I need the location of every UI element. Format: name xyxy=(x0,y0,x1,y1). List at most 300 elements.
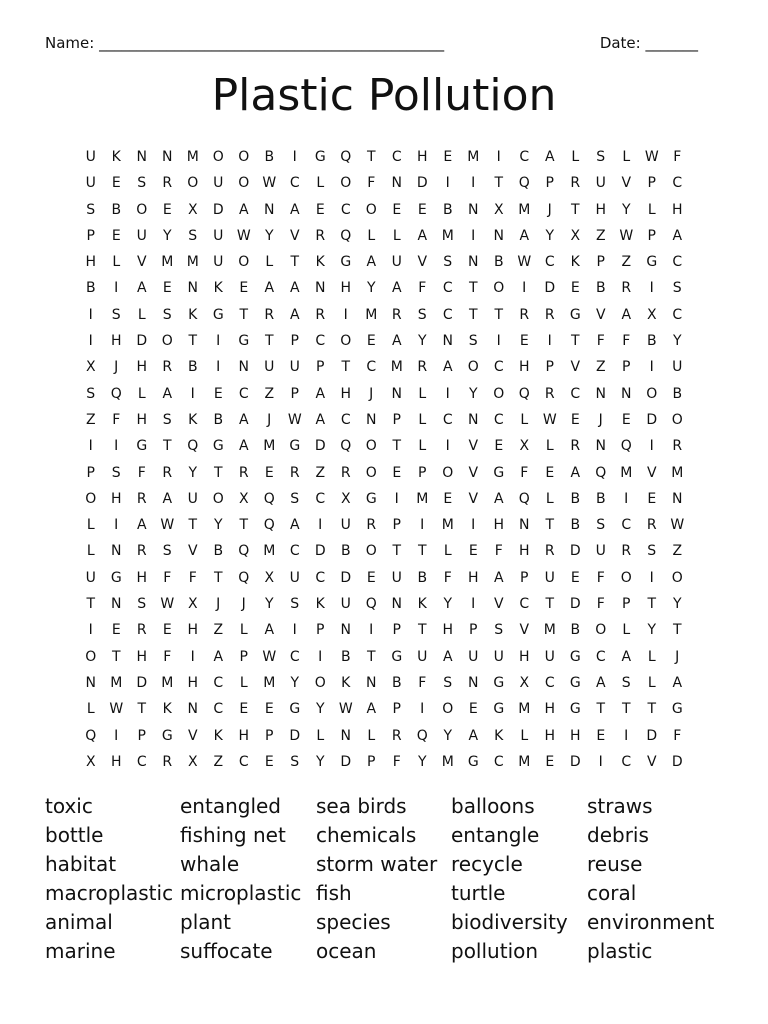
grid-letter[interactable]: J xyxy=(369,385,374,402)
grid-letter[interactable]: O xyxy=(365,201,377,218)
grid-letter[interactable]: O xyxy=(136,201,148,218)
grid-letter[interactable]: B xyxy=(570,517,581,534)
grid-letter[interactable]: A xyxy=(264,280,275,297)
grid-letter[interactable]: I xyxy=(649,280,654,297)
grid-letter[interactable]: D xyxy=(136,674,148,691)
grid-letter[interactable]: U xyxy=(391,569,402,586)
grid-letter[interactable]: G xyxy=(314,149,326,165)
grid-letter[interactable]: E xyxy=(621,411,631,428)
grid-letter[interactable]: X xyxy=(519,674,530,691)
grid-letter[interactable]: P xyxy=(290,385,299,402)
grid-letter[interactable]: N xyxy=(366,411,377,428)
grid-letter[interactable]: X xyxy=(187,201,198,218)
grid-letter[interactable]: T xyxy=(494,175,504,192)
grid-letter[interactable]: G xyxy=(493,674,505,691)
grid-letter[interactable]: F xyxy=(163,648,172,665)
grid-letter[interactable]: W xyxy=(262,175,277,192)
grid-letter[interactable]: I xyxy=(114,280,119,297)
grid-letter[interactable]: S xyxy=(86,385,96,402)
grid-letter[interactable]: P xyxy=(622,359,631,376)
grid-letter[interactable]: U xyxy=(213,254,224,271)
grid-letter[interactable]: I xyxy=(598,753,603,770)
grid-letter[interactable]: N xyxy=(468,254,479,271)
grid-letter[interactable]: P xyxy=(520,569,529,586)
grid-letter[interactable]: L xyxy=(418,385,427,402)
grid-letter[interactable]: R xyxy=(162,175,173,192)
grid-letter[interactable]: K xyxy=(341,674,351,691)
grid-letter[interactable]: H xyxy=(136,359,148,376)
grid-letter[interactable]: F xyxy=(367,175,376,192)
grid-letter[interactable]: I xyxy=(445,438,450,455)
grid-letter[interactable]: N xyxy=(468,674,479,691)
grid-letter[interactable]: S xyxy=(86,201,96,218)
grid-letter[interactable]: E xyxy=(162,201,172,218)
grid-letter[interactable]: M xyxy=(543,622,556,639)
grid-letter[interactable]: Y xyxy=(468,385,478,402)
grid-letter[interactable]: D xyxy=(671,753,683,770)
grid-letter[interactable]: Y xyxy=(264,227,274,244)
grid-letter[interactable]: Q xyxy=(238,569,250,586)
grid-letter[interactable]: I xyxy=(292,149,297,165)
grid-letter[interactable]: W xyxy=(287,411,302,428)
grid-letter[interactable]: A xyxy=(264,622,275,639)
grid-letter[interactable]: A xyxy=(315,385,326,402)
grid-letter[interactable]: H xyxy=(544,727,556,744)
grid-letter[interactable]: F xyxy=(673,727,682,744)
grid-letter[interactable]: M xyxy=(365,306,378,323)
grid-letter[interactable]: C xyxy=(493,411,504,428)
grid-letter[interactable]: P xyxy=(316,359,325,376)
grid-letter[interactable]: L xyxy=(86,701,95,718)
grid-letter[interactable]: N xyxy=(493,227,504,244)
grid-letter[interactable]: R xyxy=(162,753,173,770)
grid-letter[interactable]: D xyxy=(314,438,326,455)
grid-letter[interactable]: Q xyxy=(340,227,352,244)
grid-letter[interactable]: E xyxy=(239,280,249,297)
grid-letter[interactable]: S xyxy=(162,543,172,560)
grid-letter[interactable]: A xyxy=(442,648,453,665)
grid-letter[interactable]: U xyxy=(340,517,351,534)
grid-letter[interactable]: X xyxy=(238,490,249,507)
grid-letter[interactable]: A xyxy=(468,727,479,744)
grid-letter[interactable]: W xyxy=(236,227,251,244)
grid-letter[interactable]: I xyxy=(445,175,450,192)
grid-letter[interactable]: A xyxy=(162,385,173,402)
grid-letter[interactable]: N xyxy=(187,701,198,718)
grid-letter[interactable]: I xyxy=(114,438,119,455)
grid-letter[interactable]: T xyxy=(417,622,427,639)
grid-letter[interactable]: G xyxy=(212,306,224,323)
grid-letter[interactable]: C xyxy=(519,596,530,613)
grid-letter[interactable]: E xyxy=(570,411,580,428)
grid-letter[interactable]: I xyxy=(471,596,476,613)
grid-letter[interactable]: I xyxy=(624,727,629,744)
grid-letter[interactable]: P xyxy=(596,254,605,271)
grid-letter[interactable]: C xyxy=(544,254,555,271)
grid-letter[interactable]: C xyxy=(213,701,224,718)
grid-letter[interactable]: A xyxy=(544,149,555,165)
grid-letter[interactable]: G xyxy=(212,438,224,455)
grid-letter[interactable]: N xyxy=(315,280,326,297)
grid-letter[interactable]: E xyxy=(111,175,121,192)
grid-letter[interactable]: R xyxy=(315,227,326,244)
grid-letter[interactable]: L xyxy=(112,254,121,271)
grid-letter[interactable]: Z xyxy=(213,622,224,639)
grid-letter[interactable]: C xyxy=(442,280,453,297)
grid-letter[interactable]: S xyxy=(468,333,478,350)
grid-letter[interactable]: E xyxy=(264,753,274,770)
grid-letter[interactable]: T xyxy=(213,569,223,586)
grid-letter[interactable]: D xyxy=(569,596,581,613)
grid-letter[interactable]: E xyxy=(570,280,580,297)
grid-letter[interactable]: T xyxy=(188,517,198,534)
grid-letter[interactable]: H xyxy=(671,201,683,218)
grid-letter[interactable]: D xyxy=(340,569,352,586)
grid-letter[interactable]: F xyxy=(673,149,682,165)
grid-letter[interactable]: E xyxy=(213,385,223,402)
grid-letter[interactable]: M xyxy=(441,517,454,534)
grid-letter[interactable]: O xyxy=(340,175,352,192)
grid-letter[interactable]: E xyxy=(366,333,376,350)
grid-letter[interactable]: E xyxy=(264,464,274,481)
grid-letter[interactable]: J xyxy=(241,596,246,613)
grid-letter[interactable]: P xyxy=(647,175,656,192)
grid-letter[interactable]: I xyxy=(343,306,348,323)
grid-letter[interactable]: I xyxy=(216,333,221,350)
grid-letter[interactable]: J xyxy=(267,411,272,428)
grid-letter[interactable]: K xyxy=(188,306,198,323)
grid-letter[interactable]: I xyxy=(471,175,476,192)
grid-letter[interactable]: L xyxy=(367,727,376,744)
grid-letter[interactable]: I xyxy=(624,490,629,507)
grid-letter[interactable]: T xyxy=(570,333,580,350)
grid-letter[interactable]: E xyxy=(315,201,325,218)
grid-letter[interactable]: Q xyxy=(263,517,275,534)
grid-letter[interactable]: H xyxy=(187,674,199,691)
grid-letter[interactable]: P xyxy=(392,517,401,534)
grid-letter[interactable]: K xyxy=(213,727,223,744)
grid-letter[interactable]: Q xyxy=(518,385,530,402)
grid-letter[interactable]: X xyxy=(519,438,530,455)
grid-letter[interactable]: U xyxy=(85,569,96,586)
grid-letter[interactable]: A xyxy=(391,333,402,350)
grid-letter[interactable]: I xyxy=(420,517,425,534)
grid-letter[interactable]: T xyxy=(621,701,631,718)
grid-letter[interactable]: R xyxy=(136,490,147,507)
grid-letter[interactable]: G xyxy=(238,333,250,350)
grid-letter[interactable]: C xyxy=(391,149,402,165)
grid-letter[interactable]: I xyxy=(369,622,374,639)
grid-letter[interactable]: Q xyxy=(187,438,199,455)
grid-letter[interactable]: N xyxy=(366,674,377,691)
grid-letter[interactable]: V xyxy=(646,464,657,481)
grid-letter[interactable]: Z xyxy=(621,254,632,271)
grid-letter[interactable]: M xyxy=(441,753,454,770)
grid-letter[interactable]: D xyxy=(416,175,428,192)
grid-letter[interactable]: M xyxy=(518,201,531,218)
grid-letter[interactable]: O xyxy=(212,490,224,507)
grid-letter[interactable]: N xyxy=(187,280,198,297)
grid-letter[interactable]: V xyxy=(289,227,300,244)
grid-letter[interactable]: S xyxy=(137,175,147,192)
grid-letter[interactable]: H xyxy=(340,385,352,402)
grid-letter[interactable]: A xyxy=(519,227,530,244)
grid-letter[interactable]: F xyxy=(418,674,427,691)
grid-letter[interactable]: L xyxy=(418,438,427,455)
grid-letter[interactable]: A xyxy=(162,490,173,507)
grid-letter[interactable]: W xyxy=(109,701,124,718)
grid-letter[interactable]: G xyxy=(340,254,352,271)
grid-letter[interactable]: A xyxy=(136,517,147,534)
grid-letter[interactable]: D xyxy=(544,280,556,297)
grid-letter[interactable]: V xyxy=(187,543,198,560)
grid-letter[interactable]: N xyxy=(162,149,173,165)
grid-letter[interactable]: Y xyxy=(672,596,682,613)
grid-letter[interactable]: L xyxy=(86,517,95,534)
grid-letter[interactable]: H xyxy=(110,753,122,770)
grid-letter[interactable]: A xyxy=(391,280,402,297)
grid-letter[interactable]: O xyxy=(161,333,173,350)
grid-letter[interactable]: T xyxy=(239,517,249,534)
grid-letter[interactable]: N xyxy=(442,333,453,350)
grid-letter[interactable]: T xyxy=(392,438,402,455)
grid-letter[interactable]: Q xyxy=(340,149,352,165)
grid-letter[interactable]: X xyxy=(264,569,275,586)
grid-letter[interactable]: N xyxy=(85,674,96,691)
grid-letter[interactable]: N xyxy=(468,201,479,218)
grid-letter[interactable]: I xyxy=(471,517,476,534)
grid-letter[interactable]: C xyxy=(366,359,377,376)
grid-letter[interactable]: Y xyxy=(647,622,657,639)
grid-letter[interactable]: S xyxy=(137,596,147,613)
grid-letter[interactable]: G xyxy=(161,727,173,744)
grid-letter[interactable]: E xyxy=(468,543,478,560)
grid-letter[interactable]: K xyxy=(315,596,325,613)
grid-letter[interactable]: B xyxy=(340,543,351,560)
grid-letter[interactable]: F xyxy=(596,569,605,586)
grid-letter[interactable]: T xyxy=(137,701,147,718)
grid-letter[interactable]: B xyxy=(493,254,504,271)
grid-letter[interactable]: O xyxy=(467,359,479,376)
grid-letter[interactable]: P xyxy=(86,227,95,244)
grid-letter[interactable]: R xyxy=(136,622,147,639)
grid-letter[interactable]: K xyxy=(213,280,223,297)
grid-letter[interactable]: B xyxy=(213,543,224,560)
grid-letter[interactable]: G xyxy=(569,701,581,718)
grid-letter[interactable]: T xyxy=(213,464,223,481)
grid-letter[interactable]: U xyxy=(289,359,300,376)
grid-letter[interactable]: W xyxy=(262,648,277,665)
grid-letter[interactable]: L xyxy=(239,674,248,691)
grid-letter[interactable]: K xyxy=(162,701,172,718)
grid-letter[interactable]: E xyxy=(162,622,172,639)
grid-letter[interactable]: N xyxy=(391,175,402,192)
grid-letter[interactable]: I xyxy=(649,438,654,455)
grid-letter[interactable]: T xyxy=(468,280,478,297)
grid-letter[interactable]: S xyxy=(672,280,682,297)
grid-letter[interactable]: R xyxy=(544,543,555,560)
grid-letter[interactable]: N xyxy=(111,543,122,560)
grid-letter[interactable]: C xyxy=(570,385,581,402)
grid-letter[interactable]: S xyxy=(290,490,300,507)
grid-letter[interactable]: H xyxy=(518,648,530,665)
grid-letter[interactable]: Y xyxy=(290,674,300,691)
grid-letter[interactable]: H xyxy=(544,701,556,718)
grid-letter[interactable]: T xyxy=(392,543,402,560)
grid-letter[interactable]: Y xyxy=(443,596,453,613)
grid-letter[interactable]: U xyxy=(468,648,479,665)
grid-letter[interactable]: M xyxy=(467,149,480,165)
grid-letter[interactable]: V xyxy=(595,306,606,323)
grid-letter[interactable]: G xyxy=(569,674,581,691)
grid-letter[interactable]: C xyxy=(621,753,632,770)
grid-letter[interactable]: O xyxy=(595,622,607,639)
grid-letter[interactable]: W xyxy=(619,227,634,244)
grid-letter[interactable]: H xyxy=(518,543,530,560)
grid-letter[interactable]: G xyxy=(391,648,403,665)
grid-letter[interactable]: X xyxy=(85,359,96,376)
grid-letter[interactable]: A xyxy=(672,227,683,244)
grid-letter[interactable]: J xyxy=(547,201,552,218)
grid-letter[interactable]: A xyxy=(289,201,300,218)
grid-letter[interactable]: V xyxy=(417,254,428,271)
grid-letter[interactable]: I xyxy=(318,648,323,665)
grid-letter[interactable]: L xyxy=(622,149,631,165)
grid-letter[interactable]: H xyxy=(569,727,581,744)
grid-letter[interactable]: T xyxy=(162,438,172,455)
grid-letter[interactable]: S xyxy=(596,517,606,534)
grid-letter[interactable]: U xyxy=(264,359,275,376)
grid-letter[interactable]: D xyxy=(212,201,224,218)
grid-letter[interactable]: U xyxy=(544,569,555,586)
grid-letter[interactable]: S xyxy=(162,411,172,428)
grid-letter[interactable]: E xyxy=(366,569,376,586)
grid-letter[interactable]: C xyxy=(595,648,606,665)
grid-letter[interactable]: Q xyxy=(416,727,428,744)
grid-letter[interactable]: N xyxy=(340,727,351,744)
grid-letter[interactable]: B xyxy=(111,201,122,218)
grid-letter[interactable]: K xyxy=(315,254,325,271)
grid-letter[interactable]: S xyxy=(647,543,657,560)
grid-letter[interactable]: P xyxy=(418,464,427,481)
grid-letter[interactable]: A xyxy=(621,648,632,665)
grid-letter[interactable]: S xyxy=(443,674,453,691)
grid-letter[interactable]: R xyxy=(621,543,632,560)
grid-letter[interactable]: I xyxy=(496,333,501,350)
grid-letter[interactable]: R xyxy=(289,464,300,481)
grid-letter[interactable]: O xyxy=(314,674,326,691)
grid-letter[interactable]: L xyxy=(239,622,248,639)
grid-letter[interactable]: P xyxy=(392,701,401,718)
grid-letter[interactable]: C xyxy=(136,753,147,770)
grid-letter[interactable]: A xyxy=(672,674,683,691)
grid-letter[interactable]: Q xyxy=(110,385,122,402)
grid-letter[interactable]: H xyxy=(340,280,352,297)
grid-letter[interactable]: O xyxy=(340,333,352,350)
grid-letter[interactable]: G xyxy=(671,701,683,718)
grid-letter[interactable]: B xyxy=(595,490,606,507)
grid-letter[interactable]: S xyxy=(443,254,453,271)
grid-letter[interactable]: H xyxy=(136,411,148,428)
grid-letter[interactable]: R xyxy=(570,175,581,192)
grid-letter[interactable]: S xyxy=(621,674,631,691)
grid-letter[interactable]: D xyxy=(569,753,581,770)
grid-letter[interactable]: T xyxy=(468,306,478,323)
grid-letter[interactable]: A xyxy=(442,359,453,376)
grid-letter[interactable]: I xyxy=(88,333,93,350)
grid-letter[interactable]: N xyxy=(621,385,632,402)
grid-letter[interactable]: P xyxy=(647,227,656,244)
grid-letter[interactable]: A xyxy=(595,674,606,691)
grid-letter[interactable]: E xyxy=(519,333,529,350)
grid-letter[interactable]: B xyxy=(340,648,351,665)
grid-letter[interactable]: L xyxy=(316,727,325,744)
grid-letter[interactable]: I xyxy=(88,622,93,639)
grid-letter[interactable]: P xyxy=(545,359,554,376)
grid-letter[interactable]: A xyxy=(493,569,504,586)
grid-letter[interactable]: L xyxy=(418,411,427,428)
grid-letter[interactable]: N xyxy=(111,596,122,613)
grid-letter[interactable]: R xyxy=(315,306,326,323)
grid-letter[interactable]: C xyxy=(442,411,453,428)
grid-letter[interactable]: S xyxy=(290,753,300,770)
grid-letter[interactable]: Q xyxy=(85,727,97,744)
grid-letter[interactable]: W xyxy=(644,149,659,165)
grid-letter[interactable]: C xyxy=(340,201,351,218)
grid-letter[interactable]: H xyxy=(136,569,148,586)
grid-letter[interactable]: B xyxy=(672,385,683,402)
grid-letter[interactable]: E xyxy=(596,727,606,744)
grid-letter[interactable]: T xyxy=(596,701,606,718)
grid-letter[interactable]: E xyxy=(647,490,657,507)
grid-letter[interactable]: P xyxy=(622,596,631,613)
grid-letter[interactable]: P xyxy=(469,622,478,639)
grid-letter[interactable]: N xyxy=(238,359,249,376)
grid-letter[interactable]: O xyxy=(238,149,250,165)
grid-letter[interactable]: Q xyxy=(263,490,275,507)
grid-letter[interactable]: T xyxy=(341,359,351,376)
grid-letter[interactable]: L xyxy=(392,227,401,244)
grid-letter[interactable]: T xyxy=(647,596,657,613)
grid-letter[interactable]: P xyxy=(316,622,325,639)
grid-letter[interactable]: F xyxy=(112,411,121,428)
grid-letter[interactable]: T xyxy=(494,306,504,323)
grid-letter[interactable]: W xyxy=(670,517,685,534)
grid-letter[interactable]: E xyxy=(417,201,427,218)
grid-letter[interactable]: U xyxy=(595,175,606,192)
grid-letter[interactable]: O xyxy=(85,490,97,507)
grid-letter[interactable]: S xyxy=(111,306,121,323)
grid-letter[interactable]: N xyxy=(468,411,479,428)
grid-letter[interactable]: T xyxy=(647,701,657,718)
grid-letter[interactable]: W xyxy=(338,701,353,718)
grid-letter[interactable]: F xyxy=(520,464,529,481)
grid-letter[interactable]: R xyxy=(340,464,351,481)
grid-letter[interactable]: E xyxy=(570,569,580,586)
grid-letter[interactable]: E xyxy=(443,149,453,165)
grid-letter[interactable]: E xyxy=(545,464,555,481)
grid-letter[interactable]: B xyxy=(646,333,657,350)
grid-letter[interactable]: M xyxy=(263,543,276,560)
grid-letter[interactable]: P xyxy=(545,175,554,192)
grid-letter[interactable]: C xyxy=(672,175,683,192)
grid-letter[interactable]: K xyxy=(417,596,427,613)
grid-letter[interactable]: C xyxy=(213,674,224,691)
grid-letter[interactable]: R xyxy=(544,306,555,323)
grid-letter[interactable]: F xyxy=(443,569,452,586)
grid-letter[interactable]: O xyxy=(212,149,224,165)
grid-letter[interactable]: N xyxy=(672,490,683,507)
